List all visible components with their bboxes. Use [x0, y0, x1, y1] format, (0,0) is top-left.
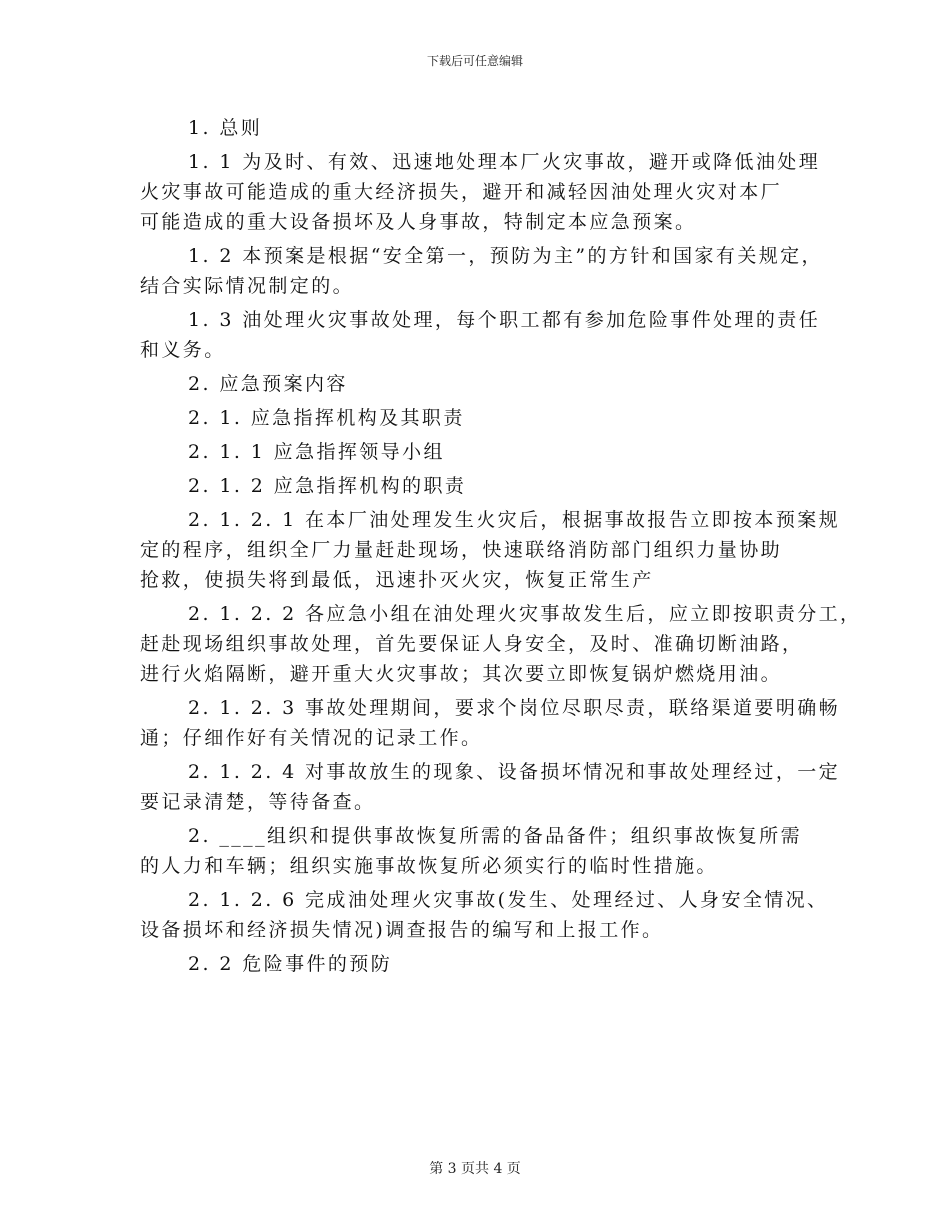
paragraph: [140, 471, 830, 501]
text-line: 定的程序，组织全厂力量赶赴现场，快速联络消防部门组织力量协助: [140, 539, 783, 561]
text-line: 2. 1. 2 应急指挥机构的职责: [188, 475, 467, 497]
text-line: 可能造成的重大设备损坏及人身事故，特制定本应急预案。: [140, 211, 697, 233]
text-line: 通；仔细作好有关情况的记录工作。: [140, 727, 483, 749]
text-line: 的人力和车辆；组织实施事故恢复所必须实行的临时性措施。: [140, 855, 718, 877]
paragraph: [140, 437, 830, 467]
paragraph: [140, 305, 830, 365]
paragraph: [140, 147, 830, 237]
text-line: 1. 3 油处理火灾事故处理，每个职工都有参加危险事件处理的责任: [188, 309, 821, 331]
paragraph: [140, 949, 830, 979]
text-line: 2. 2 危险事件的预防: [188, 953, 393, 975]
paragraph: [140, 757, 841, 817]
text-line: 火灾事故可能造成的重大经济损失，避开和减轻因油处理火灾对本厂: [140, 181, 783, 203]
text-line: 和义务。: [140, 339, 226, 361]
paragraph: [140, 369, 830, 399]
paragraph: [140, 885, 830, 945]
text-line: 2. 1. 2. 4 对事故放生的现象、设备损坏情况和事故处理经过，一定: [188, 761, 841, 783]
text-line: 1. 总则: [188, 117, 263, 139]
text-line: 1. 2 本预案是根据“安全第一，预防为主”的方针和国家有关规定，: [188, 245, 823, 267]
text-line: 进行火焰隔断，避开重大火灾事故；其次要立即恢复锅炉燃烧用油。: [140, 663, 783, 685]
text-line: 抢救，使损失将到最低，迅速扑灭火灾，恢复正常生产: [140, 569, 654, 591]
text-line: 2. 应急预案内容: [188, 373, 348, 395]
paragraph: [140, 821, 830, 881]
paragraph: [140, 505, 841, 595]
text-line: 设备损坏和经济损失情况)调查报告的编写和上报工作。: [140, 919, 664, 941]
document-body: [140, 113, 862, 979]
paragraph: [140, 599, 862, 689]
page-footer: 第 3 页共 4 页: [429, 1161, 521, 1177]
text-line: 要记录清楚，等待备查。: [140, 791, 376, 813]
text-line: 2. ____组织和提供事故恢复所需的备品备件；组织事故恢复所需: [188, 825, 802, 847]
text-line: 2. 1. 2. 3 事故处理期间，要求个岗位尽职尽责，联络渠道要明确畅: [188, 697, 841, 719]
paragraph: [140, 241, 830, 301]
paragraph: [140, 403, 830, 433]
text-line: 赶赴现场组织事故处理，首先要保证人身安全，及时、准确切断油路，: [140, 633, 804, 655]
page-header: 下载后可任意编辑: [426, 54, 523, 68]
paragraph: [140, 693, 841, 753]
text-line: 1. 1 为及时、有效、迅速地处理本厂火灾事故，避开或降低油处理: [188, 151, 821, 173]
text-line: 2. 1. 2. 6 完成油处理火灾事故(发生、处理经过、人身安全情况、: [188, 889, 829, 911]
text-line: 2. 1. 2. 1 在本厂油处理发生火灾后，根据事故报告立即按本预案规: [188, 509, 841, 531]
text-line: 结合实际情况制定的。: [140, 275, 355, 297]
text-line: 2. 1. 应急指挥机构及其职责: [188, 407, 465, 429]
text-line: 2. 1. 2. 2 各应急小组在油处理火灾事故发生后，应立即按职责分工，: [188, 603, 862, 625]
paragraph: [140, 113, 830, 143]
text-line: 2. 1. 1 应急指挥领导小组: [188, 441, 445, 463]
